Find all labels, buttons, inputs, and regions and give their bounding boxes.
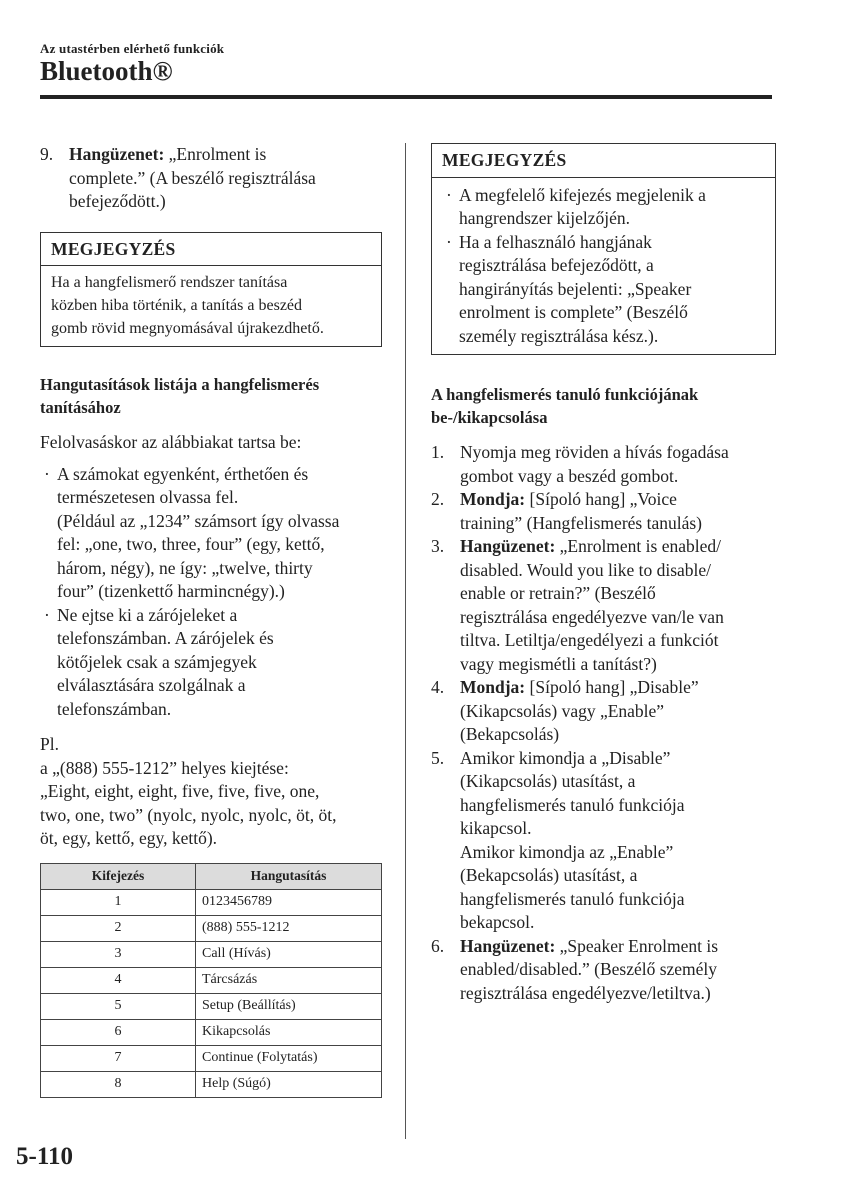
step-label: Hangüzenet: (460, 935, 556, 956)
bullet-mark: · (44, 604, 50, 625)
example-text (40, 757, 382, 851)
step-line: complete.” (A beszélő regisztrálása (69, 167, 316, 188)
heading-line: Hangutasítások listája a hangfelismerés (40, 375, 320, 394)
step-3 (431, 535, 776, 676)
step-line: „Enrolment is enabled/ (555, 536, 721, 556)
step-line: regisztrálása engedélyezve/letiltva.) (460, 982, 711, 1003)
bullet-line: személy regisztrálása kész.). (459, 325, 659, 346)
example-line: öt, egy, kettő, egy, kettő). (40, 828, 218, 848)
note-bullet (442, 184, 765, 231)
step-label: Hangüzenet: (69, 144, 165, 164)
table-row (41, 1019, 382, 1045)
step-line: enable or retrain?” (Beszélő (460, 583, 656, 603)
step-text (460, 747, 776, 935)
bullet-line: regisztrálása befejeződött, a (459, 255, 654, 275)
step-6 (431, 935, 776, 1006)
step-number: 6. (431, 935, 445, 956)
step-number: 5. (431, 747, 445, 768)
bullet-line: A megfelelő kifejezés megjelenik a (459, 184, 706, 205)
table-row (41, 967, 382, 993)
bullet-line: enrolment is complete” (Beszélő (459, 302, 688, 322)
step-line: gombot vagy a beszéd gombot. (460, 465, 679, 486)
table-row (41, 915, 382, 941)
table-cell: 8 (41, 1071, 196, 1097)
step-text (460, 535, 776, 676)
section-label: Az utastérben elérhető funkciók (40, 41, 225, 56)
step-text (460, 488, 776, 535)
step-line: Nyomja meg röviden a hívás fogadása (460, 442, 729, 462)
table-cell: 5 (41, 993, 196, 1019)
table-cell: Continue (Folytatás) (196, 1045, 382, 1071)
table-cell: Tárcsázás (196, 967, 382, 993)
note-box (40, 232, 382, 348)
column-divider (405, 143, 406, 1139)
table-cell: 0123456789 (196, 889, 382, 915)
step-1 (431, 441, 776, 488)
table-row (41, 1045, 382, 1071)
table-header-row (41, 863, 382, 889)
bullet-mark: · (446, 184, 452, 205)
step-list (431, 441, 776, 1005)
note-heading: MEGJEGYZÉS (41, 233, 381, 267)
table-cell: (888) 555-1212 (196, 915, 382, 941)
step-line: bekapcsol. (460, 912, 535, 932)
step-text (460, 935, 776, 1006)
bullet-line: természetesen olvassa fel. (57, 487, 239, 507)
bullet-line: hangrendszer kijelzőjén. (459, 208, 631, 228)
step-line: (Bekapcsolás) (460, 724, 560, 744)
table-cell: 3 (41, 941, 196, 967)
left-column (40, 143, 382, 1098)
bullet-line: fel: „one, two, three, four” (egy, kettő, (57, 534, 325, 554)
step-line: enabled/disabled.” (Beszélő személy (460, 959, 718, 979)
table-header: Kifejezés (41, 863, 196, 889)
note-line: közben hiba történik, a tanítás a beszéd (51, 297, 303, 314)
note-line: gomb rövid megnyomásával újrakezdhető. (51, 320, 324, 337)
step-2 (431, 488, 776, 535)
step-label: Mondja: (460, 677, 526, 697)
bullet-list (40, 463, 382, 722)
note-body (432, 178, 775, 355)
step-5 (431, 747, 776, 935)
right-column (431, 143, 776, 1005)
step-4 (431, 676, 776, 747)
step-text (460, 676, 776, 747)
note-body (41, 266, 381, 346)
voice-command-table (40, 863, 382, 1098)
bullet-item (40, 604, 382, 722)
note-bullet (442, 231, 765, 349)
step-line: kikapcsol. (460, 818, 532, 838)
note-line: Ha a hangfelismerő rendszer tanítása (51, 274, 288, 291)
bullet-text (57, 463, 382, 604)
table-cell: 6 (41, 1019, 196, 1045)
step-label: Hangüzenet: (460, 536, 556, 556)
table-row (41, 941, 382, 967)
step-line: regisztrálása engedélyezve van/le van (460, 606, 724, 627)
step-line: vagy megismétli a tanítást?) (460, 653, 657, 674)
bullet-mark: · (446, 231, 452, 252)
section-heading (40, 373, 382, 419)
step-line: [Sípoló hang] „Voice (525, 489, 677, 509)
step-line: (Bekapcsolás) utasítást, a (460, 865, 638, 885)
page-number: 5-110 (16, 1143, 73, 1170)
heading-line: be-/kikapcsolása (431, 408, 548, 427)
step-number: 9. (40, 144, 54, 164)
bullet-line: A számokat egyenként, érthetően és (57, 463, 309, 484)
bullet-line: Ne ejtse ki a zárójeleket a (57, 604, 238, 625)
heading-line: tanításához (40, 398, 121, 417)
table-cell: 2 (41, 915, 196, 941)
step-line: tiltva. Letiltja/engedélyezi a funkciót (460, 630, 719, 650)
table-row (41, 889, 382, 915)
table-row (41, 993, 382, 1019)
bullet-line: kötőjelek csak a számjegyek (57, 651, 257, 672)
bullet-text (459, 184, 765, 231)
example-label: Pl. (40, 734, 59, 754)
table-cell: Setup (Beállítás) (196, 993, 382, 1019)
step-line: (Kikapcsolás) utasítást, a (460, 771, 636, 791)
step-text (69, 143, 382, 214)
step-line: training” (Hangfelismerés tanulás) (460, 512, 702, 533)
bullet-line: elválasztására szolgálnak a (57, 675, 246, 695)
table-cell: 1 (41, 889, 196, 915)
step-line: befejeződött.) (69, 191, 166, 211)
table-cell: 4 (41, 967, 196, 993)
bullet-mark: · (44, 463, 50, 484)
step-text (460, 441, 776, 488)
table-row (41, 1071, 382, 1097)
step-line: Amikor kimondja az „Enable” (460, 841, 674, 862)
note-heading: MEGJEGYZÉS (432, 144, 775, 178)
step-line: hangfelismerés tanuló funkciója (460, 888, 685, 909)
bullet-text (459, 231, 765, 349)
step-9 (40, 143, 382, 214)
step-number: 3. (431, 536, 445, 556)
bullet-line: telefonszámban. A zárójelek és (57, 628, 274, 648)
bullet-line: hangirányítás bejelenti: „Speaker (459, 278, 692, 299)
section-heading (431, 383, 776, 429)
step-line: (Kikapcsolás) vagy „Enable” (460, 700, 665, 721)
table-header: Hangutasítás (196, 863, 382, 889)
bullet-line: három, négy), ne így: „twelve, thirty (57, 557, 313, 578)
table-cell: Kikapcsolás (196, 1019, 382, 1045)
table-cell: 7 (41, 1045, 196, 1071)
bullet-line: four” (tizenkettő harmincnégy).) (57, 581, 285, 601)
step-line: disabled. Would you like to disable/ (460, 559, 712, 580)
step-number: 1. (431, 442, 445, 462)
step-line: „Enrolment is (164, 144, 267, 164)
bullet-line: (Például az „1234” számsort így olvassa (57, 510, 340, 531)
bullet-line: telefonszámban. (57, 698, 172, 719)
table-cell: Help (Súgó) (196, 1071, 382, 1097)
intro-text: Felolvasáskor az alábbiakat tartsa be: (40, 432, 302, 452)
bullet-text (57, 604, 382, 722)
step-label: Mondja: (460, 489, 526, 509)
step-line: hangfelismerés tanuló funkciója (460, 794, 685, 815)
bullet-item (40, 463, 382, 604)
note-box (431, 143, 776, 355)
step-number: 4. (431, 677, 445, 697)
page-title: Bluetooth® (40, 56, 173, 86)
table-cell: Call (Hívás) (196, 941, 382, 967)
step-line: [Sípoló hang] „Disable” (525, 677, 699, 697)
example-line: „Eight, eight, eight, five, five, five, one, (40, 781, 320, 801)
bullet-line: Ha a felhasználó hangjának (459, 231, 652, 252)
step-line: Amikor kimondja a „Disable” (460, 747, 671, 768)
example-line: a „(888) 555-1212” helyes kiejtése: (40, 757, 289, 778)
example-line: two, one, two” (nyolc, nyolc, nyolc, öt, öt, (40, 804, 337, 825)
step-number: 2. (431, 489, 445, 509)
header-rule (40, 95, 772, 99)
heading-line: A hangfelismerés tanuló funkciójának (431, 385, 699, 404)
step-line: „Speaker Enrolment is (555, 935, 719, 956)
